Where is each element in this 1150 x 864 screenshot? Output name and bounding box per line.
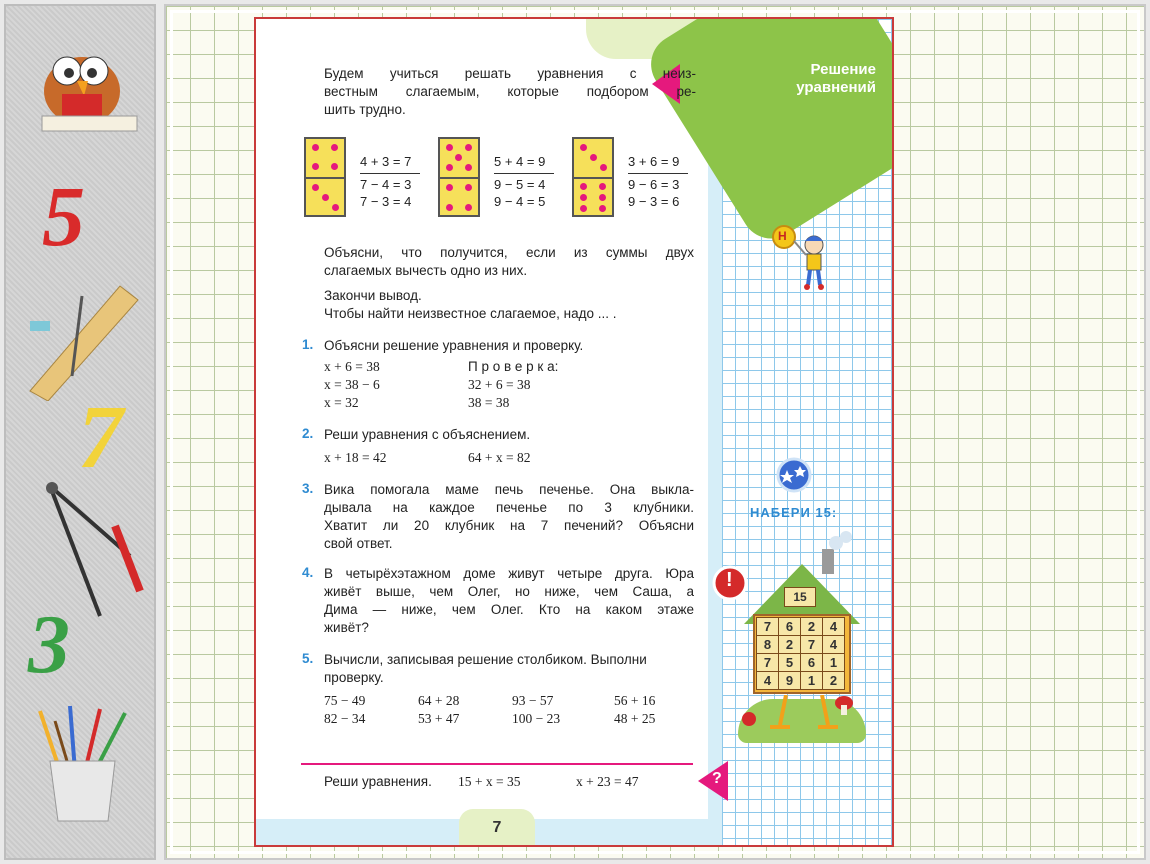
equation: 15 + x = 35 bbox=[458, 774, 521, 789]
equation: 7 − 4 = 3 bbox=[360, 177, 412, 192]
expression: 100 − 23 bbox=[512, 711, 561, 726]
grid-cell: 6 bbox=[779, 618, 801, 636]
left-panel bbox=[4, 4, 156, 860]
equation: 9 − 3 = 6 bbox=[628, 194, 680, 209]
grid-cell: 4 bbox=[823, 636, 845, 654]
grid-cell: 2 bbox=[779, 636, 801, 654]
explain-line: Объясни, что получится, если из суммы двух bbox=[324, 245, 694, 260]
equation: 9 − 4 = 5 bbox=[494, 194, 546, 209]
conclusion-line: Закончи вывод. bbox=[324, 288, 422, 303]
explain-line: слагаемых вычесть одно из них. bbox=[324, 263, 528, 278]
domino bbox=[438, 137, 480, 217]
section-title-line2: уравнений bbox=[796, 79, 876, 96]
domino-equations bbox=[628, 153, 688, 210]
expression: 93 − 57 bbox=[512, 693, 554, 708]
equation: x + 6 = 38 bbox=[324, 359, 380, 374]
flag-letter: Н bbox=[778, 229, 787, 243]
grid-cell: 1 bbox=[823, 654, 845, 672]
page-number: 7 bbox=[492, 819, 502, 836]
domino bbox=[572, 137, 614, 217]
expression: 56 + 16 bbox=[614, 693, 656, 708]
exclamation-mark: ! bbox=[726, 569, 733, 591]
bottom-task-text: Реши уравнения. bbox=[324, 774, 432, 789]
owl-illustration bbox=[22, 36, 147, 136]
grid-cell: 9 bbox=[779, 672, 801, 690]
expression: 48 + 25 bbox=[614, 711, 656, 726]
task-line: В четырёхэтажном доме живут четыре друга. Юра bbox=[324, 566, 694, 581]
task-line: Вика помогала маме печь печенье. Она выкла- bbox=[324, 482, 694, 497]
task-number: 2. bbox=[302, 426, 314, 441]
equation: 3 + 6 = 9 bbox=[628, 154, 680, 169]
grid-cell: 1 bbox=[801, 672, 823, 690]
section-title-line1: Решение bbox=[810, 61, 876, 78]
task-number: 3. bbox=[302, 481, 314, 496]
task-line: живёт выше, чем Олег, но ниже, чем Саша, а bbox=[324, 584, 694, 599]
intro-line: вестным слагаемым, которые подбором ре- bbox=[324, 84, 696, 99]
digit-five: 5 bbox=[42, 168, 85, 264]
task-number: 1. bbox=[302, 337, 314, 352]
task-line: Хватит ли 20 клубник на 7 печений? Объясни bbox=[324, 518, 694, 533]
grid-cell: 4 bbox=[757, 672, 779, 690]
equation: 5 + 4 = 9 bbox=[494, 154, 546, 169]
grid-cell: 8 bbox=[757, 636, 779, 654]
intro-line: Будем учиться решать уравнения с неиз- bbox=[324, 66, 696, 81]
grid-cell: 6 bbox=[801, 654, 823, 672]
task-text bbox=[324, 481, 694, 553]
divider-line bbox=[301, 763, 693, 765]
equation: 38 = 38 bbox=[468, 395, 510, 410]
task-line: живёт? bbox=[324, 620, 369, 635]
task-number: 4. bbox=[302, 565, 314, 580]
strawberry-icon bbox=[740, 709, 758, 727]
equation: 7 − 3 = 4 bbox=[360, 194, 412, 209]
grid-cell: 2 bbox=[801, 618, 823, 636]
ruler-icon bbox=[20, 276, 145, 401]
grid-cell: 4 bbox=[823, 618, 845, 636]
equation: 64 + x = 82 bbox=[468, 450, 531, 465]
task-text: Объясни решение уравнения и проверку. bbox=[324, 338, 584, 353]
section-title bbox=[726, 61, 876, 97]
task-text bbox=[324, 651, 694, 687]
textbook-page bbox=[254, 17, 894, 847]
expression: 53 + 47 bbox=[418, 711, 460, 726]
grid-cell: 7 bbox=[757, 618, 779, 636]
intro-text bbox=[324, 65, 696, 119]
task-line: проверку. bbox=[324, 670, 384, 685]
sidebar-title: НАБЕРИ 15: bbox=[750, 505, 838, 520]
equation: x + 23 = 47 bbox=[576, 774, 639, 789]
task-line: дывала на каждое печенье по 3 клубники. bbox=[324, 500, 694, 515]
question-mark: ? bbox=[712, 770, 722, 787]
task-line: Вычисли, записывая решение столбиком. Выполни bbox=[324, 652, 647, 667]
equation: x = 32 bbox=[324, 395, 359, 410]
equation: 9 − 6 = 3 bbox=[628, 177, 680, 192]
digit-seven: 7 bbox=[78, 388, 123, 487]
domino bbox=[304, 137, 346, 217]
expression: 64 + 28 bbox=[418, 693, 460, 708]
digit-three: 3 bbox=[28, 598, 70, 691]
domino-equations bbox=[360, 153, 420, 210]
house-sign: 15 bbox=[784, 587, 816, 607]
task1-solution bbox=[324, 358, 380, 412]
conclusion-text bbox=[324, 287, 704, 323]
equation: 9 − 5 = 4 bbox=[494, 177, 546, 192]
conclusion-line: Чтобы найти неизвестное слагаемое, надо ... . bbox=[324, 306, 617, 321]
task-number: 5. bbox=[302, 651, 314, 666]
star-badge-icon bbox=[776, 457, 812, 493]
check-title: П р о в е р к а: bbox=[468, 359, 559, 374]
task-text bbox=[324, 565, 694, 637]
task-line: свой ответ. bbox=[324, 536, 393, 551]
expression: 82 − 34 bbox=[324, 711, 366, 726]
task-line: Дима — ниже, чем Олег. Кто на каком этаже bbox=[324, 602, 694, 617]
expression: 75 − 49 bbox=[324, 693, 366, 708]
grid-cell: 7 bbox=[757, 654, 779, 672]
grid-cell: 7 bbox=[801, 636, 823, 654]
equation: 32 + 6 = 38 bbox=[468, 377, 531, 392]
grid-cell: 5 bbox=[779, 654, 801, 672]
equation: 4 + 3 = 7 bbox=[360, 154, 412, 169]
pencil-cup-icon bbox=[30, 701, 140, 826]
equation: x + 18 = 42 bbox=[324, 450, 387, 465]
task1-check bbox=[468, 358, 558, 412]
domino-equations bbox=[494, 153, 554, 210]
task-text: Реши уравнения с объяснением. bbox=[324, 427, 531, 442]
grid-cell: 2 bbox=[823, 672, 845, 690]
page-edge-strip bbox=[708, 109, 722, 819]
house-legs-icon bbox=[766, 695, 842, 735]
intro-line: шить трудно. bbox=[324, 102, 406, 117]
explain-text bbox=[324, 244, 694, 280]
equation: x = 38 − 6 bbox=[324, 377, 380, 392]
mushroom-icon bbox=[834, 695, 854, 717]
number-grid bbox=[756, 617, 845, 690]
